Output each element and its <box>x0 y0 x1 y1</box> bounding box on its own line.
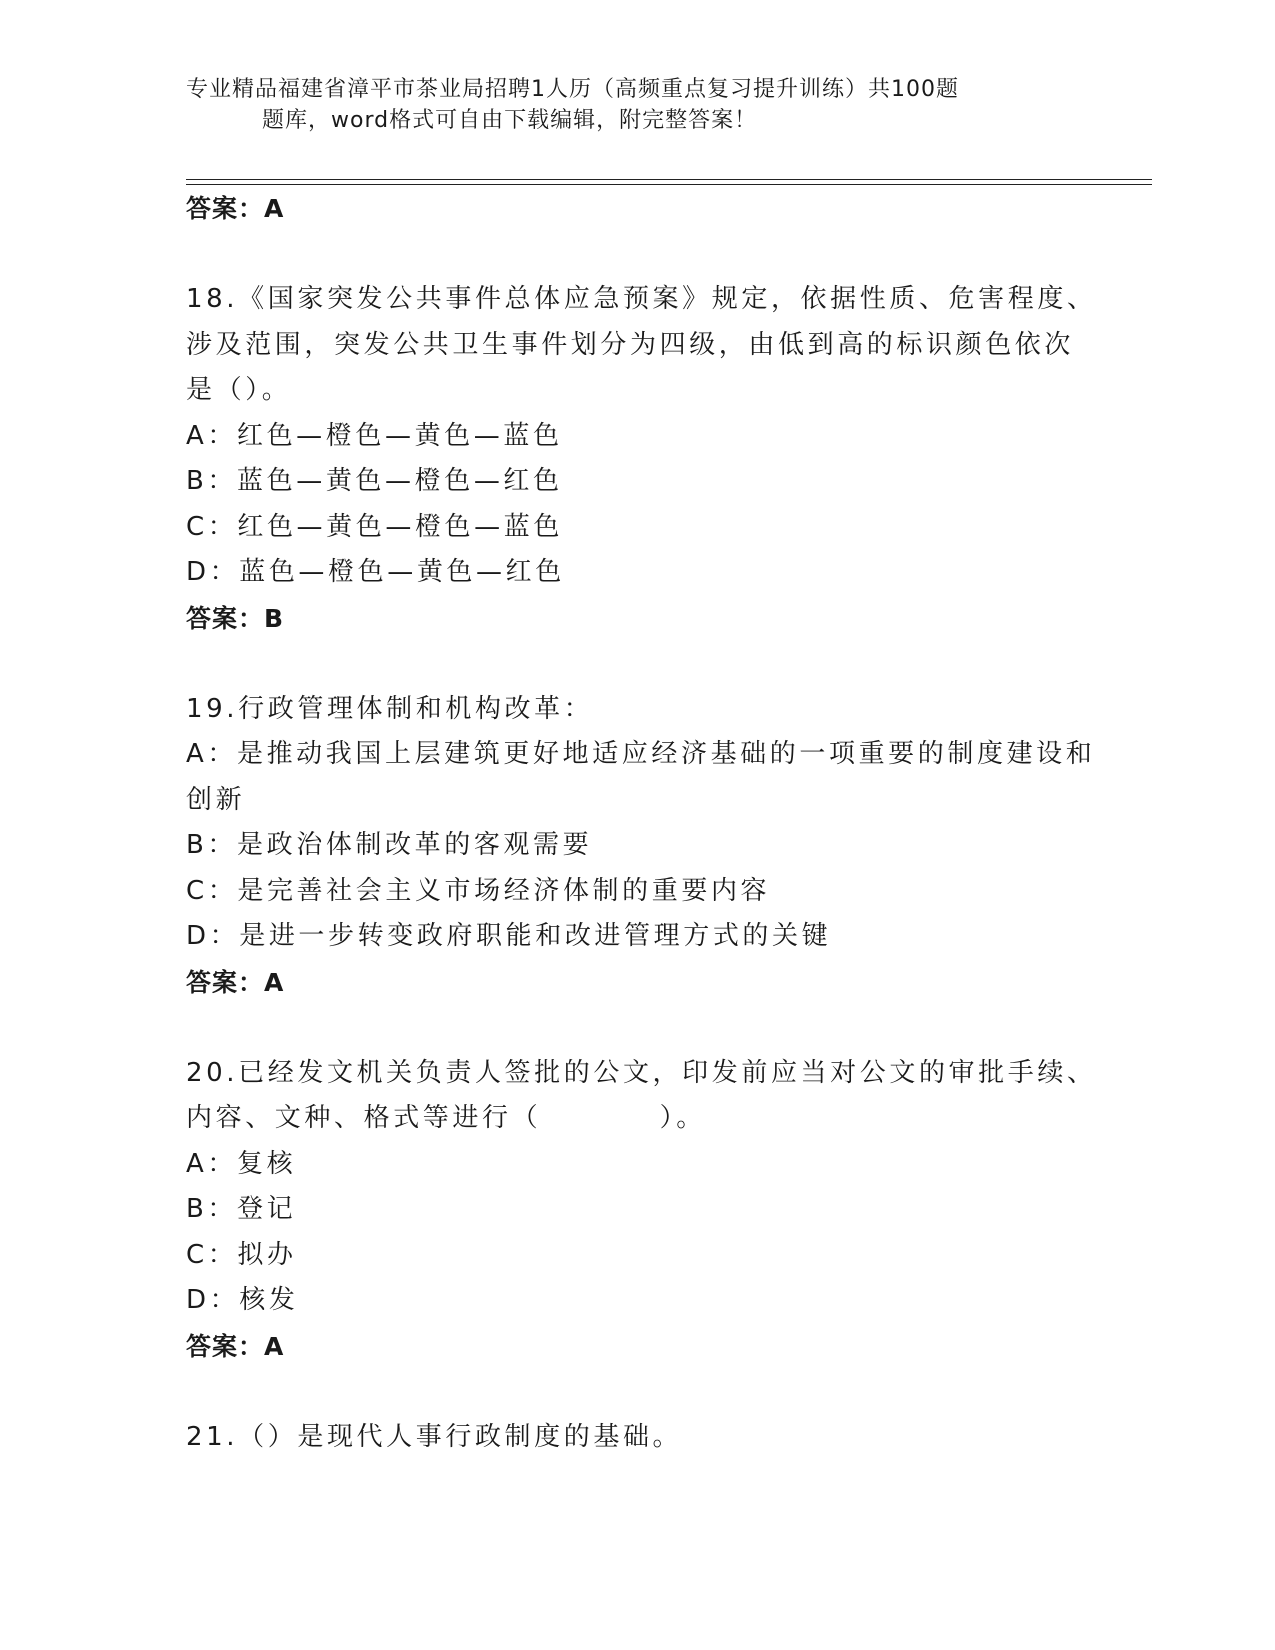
header-line-1: 专业精品福建省漳平市茶业局招聘1人历（高频重点复习提升训练）共100题 <box>186 77 959 102</box>
question-18-option-a: A：红色—橙色—黄色—蓝色 <box>186 420 563 451</box>
question-20-answer: 答案：A <box>186 1331 285 1361</box>
document-header <box>186 74 1066 136</box>
question-20-option-a: A：复核 <box>186 1148 297 1179</box>
question-20-option-d: D：核发 <box>186 1285 299 1315</box>
question-18-option-b: B：蓝色—黄色—橙色—红色 <box>186 466 563 496</box>
header-line-2: 题库，word格式可自由下载编辑，附完整答案！ <box>262 108 758 133</box>
question-20-option-b: B：登记 <box>186 1194 297 1224</box>
question-19-option-b: B：是政治体制改革的客观需要 <box>186 830 593 860</box>
spacer <box>186 1005 1086 1051</box>
spacer <box>186 1369 1086 1415</box>
question-20-text-2: 内容、文种、格式等进行（ ）。 <box>186 1103 706 1133</box>
question-19-option-a: A：是推动我国上层建筑更好地适应经济基础的一项重要的制度建设和 <box>186 739 1096 769</box>
question-19 <box>186 687 1096 1006</box>
header-rule-top <box>186 179 1152 180</box>
question-19-option-a-cont: 创新 <box>186 784 246 815</box>
question-18 <box>186 277 1097 641</box>
question-18-option-c: C：红色—黄色—橙色—蓝色 <box>186 511 563 542</box>
question-18-text-3: 是（）。 <box>186 375 292 405</box>
question-20-option-c: C：拟办 <box>186 1239 297 1270</box>
question-21-text-1: 21.（）是现代人事行政制度的基础。 <box>186 1421 683 1452</box>
question-18-option-d: D：蓝色—橙色—黄色—红色 <box>186 557 565 587</box>
question-18-text-2: 涉及范围，突发公共卫生事件划分为四级，由低到高的标识颜色依次 <box>186 329 1075 360</box>
header-rule-bottom <box>186 184 1152 185</box>
spacer <box>186 232 1086 278</box>
question-18-answer: 答案：B <box>186 603 285 633</box>
question-19-text-1: 19.行政管理体制和机构改革： <box>186 693 594 724</box>
question-18-text-1: 18.《国家突发公共事件总体应急预案》规定，依据性质、危害程度、 <box>186 284 1097 314</box>
spacer <box>186 641 1086 687</box>
question-19-option-d: D：是进一步转变政府职能和改进管理方式的关键 <box>186 921 832 951</box>
question-19-answer: 答案：A <box>186 967 285 997</box>
document-body <box>186 186 1097 1460</box>
question-19-option-c: C：是完善社会主义市场经济体制的重要内容 <box>186 875 771 906</box>
question-20-text-1: 20.已经发文机关负责人签批的公文，印发前应当对公文的审批手续、 <box>186 1057 1097 1088</box>
question-21 <box>186 1415 1086 1461</box>
question-20 <box>186 1051 1097 1370</box>
answer-17: 答案：A <box>186 194 285 223</box>
